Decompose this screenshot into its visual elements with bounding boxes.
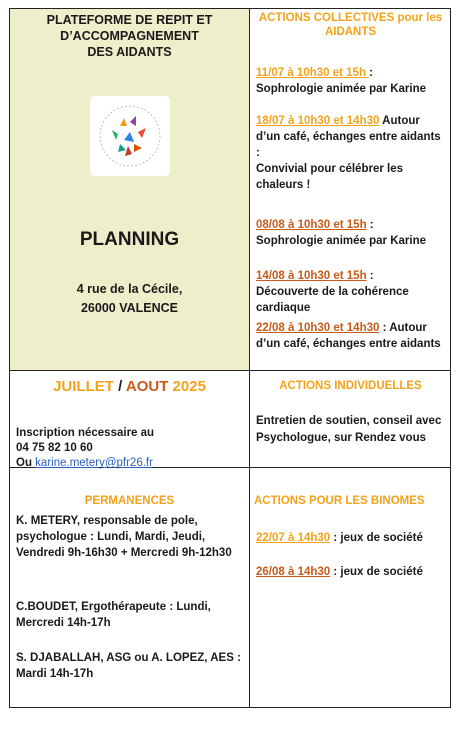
binome-date: 22/07 à 14h30	[256, 532, 331, 544]
activity-item	[256, 320, 446, 352]
activity-inline: :	[369, 67, 374, 79]
email-link[interactable]: karine.metery@pfr26.fr	[35, 457, 153, 469]
activity-text: Sophrologie animée par Karine	[256, 235, 426, 247]
individual-text: Entretien de soutien, conseil avec Psychologue, sur Rendez vous	[256, 415, 442, 444]
logo-hands-icon	[90, 96, 170, 176]
activity-inline: : Autour d’un café, échanges entre aidants	[256, 322, 441, 350]
activity-item	[256, 113, 446, 193]
activity-text: Découverte de la cohérence cardiaque	[256, 286, 409, 314]
collective-header	[254, 11, 447, 39]
activity-text: Sophrologie animée par Karine	[256, 83, 426, 95]
activity-date: 22/08 à 10h30 et 14h30	[256, 322, 380, 334]
inscription-line: Inscription nécessaire au	[16, 427, 155, 439]
binome-item	[256, 530, 423, 546]
activity-inline: Autour d’un café, échanges entre aidants :	[256, 115, 441, 159]
permanences-header: PERMANENCES	[84, 495, 175, 507]
permanence-entry: S. DJABALLAH, ASG ou A. LOPEZ, AES : Mardi 14h-17h	[16, 652, 241, 680]
month-year: 2025	[172, 378, 206, 395]
activity-text: Convivial pour célébrer les chaleurs !	[256, 163, 404, 191]
address-line: 26000 VALENCE	[80, 301, 179, 315]
binome-text: : jeux de société	[330, 532, 423, 544]
permanences-cell	[10, 468, 249, 708]
month-title	[10, 378, 249, 395]
permanence-entry: C.BOUDET, Ergothérapeute : Lundi, Mercredi 14h-17h	[16, 601, 211, 629]
permanence-entry: K. METERY, responsable de pole, psychologue : Lundi, Mardi, Jeudi, Vendredi 9h-16h30 + Mercredi 9h-12h30	[16, 515, 232, 559]
activity-date: 11/07 à 10h30 et 15h	[256, 67, 370, 79]
activity-item	[256, 65, 446, 97]
activity-date: 14/08 à 10h30 et 15h	[256, 270, 367, 282]
activity-date: 08/08 à 10h30 et 15h	[256, 219, 367, 231]
month-juillet: JUILLET	[53, 378, 119, 395]
header-line: ACTIONS COLLECTIVES pour les	[258, 12, 443, 24]
activity-inline: :	[366, 219, 374, 231]
platform-info-cell	[10, 9, 249, 370]
binome-item	[256, 564, 423, 580]
month-aout: AOUT	[122, 378, 173, 395]
individual-actions-cell	[250, 371, 451, 467]
activity-item	[256, 217, 446, 249]
binomes-cell	[250, 468, 451, 708]
individual-header: ACTIONS INDIVIDUELLES	[279, 380, 422, 392]
address	[10, 280, 249, 318]
inscription-info	[16, 426, 154, 471]
activity-inline: :	[366, 270, 374, 282]
activity-item	[256, 268, 446, 316]
title-line: PLATEFORME DE REPIT ET	[46, 13, 213, 27]
planning-title: PLANNING	[79, 229, 180, 250]
title-line: D’ACCOMPAGNEMENT	[60, 29, 199, 43]
collective-actions-cell	[250, 9, 451, 370]
or-label: Ou	[16, 457, 36, 469]
planning-table	[9, 8, 451, 708]
phone-number: 04 75 82 10 60	[16, 442, 93, 454]
activity-date: 18/07 à 10h30 et 14h30	[256, 115, 380, 127]
platform-title	[10, 12, 249, 60]
month-separator: /	[118, 378, 123, 395]
binome-date: 26/08 à 14h30	[256, 566, 331, 578]
binomes-header: ACTIONS POUR LES BINOMES	[254, 495, 425, 507]
title-line: DES AIDANTS	[87, 45, 172, 59]
month-cell	[10, 371, 249, 467]
header-line: AIDANTS	[324, 26, 377, 38]
address-line: 4 rue de la Cécile,	[76, 282, 183, 296]
binome-text: : jeux de société	[330, 566, 423, 578]
